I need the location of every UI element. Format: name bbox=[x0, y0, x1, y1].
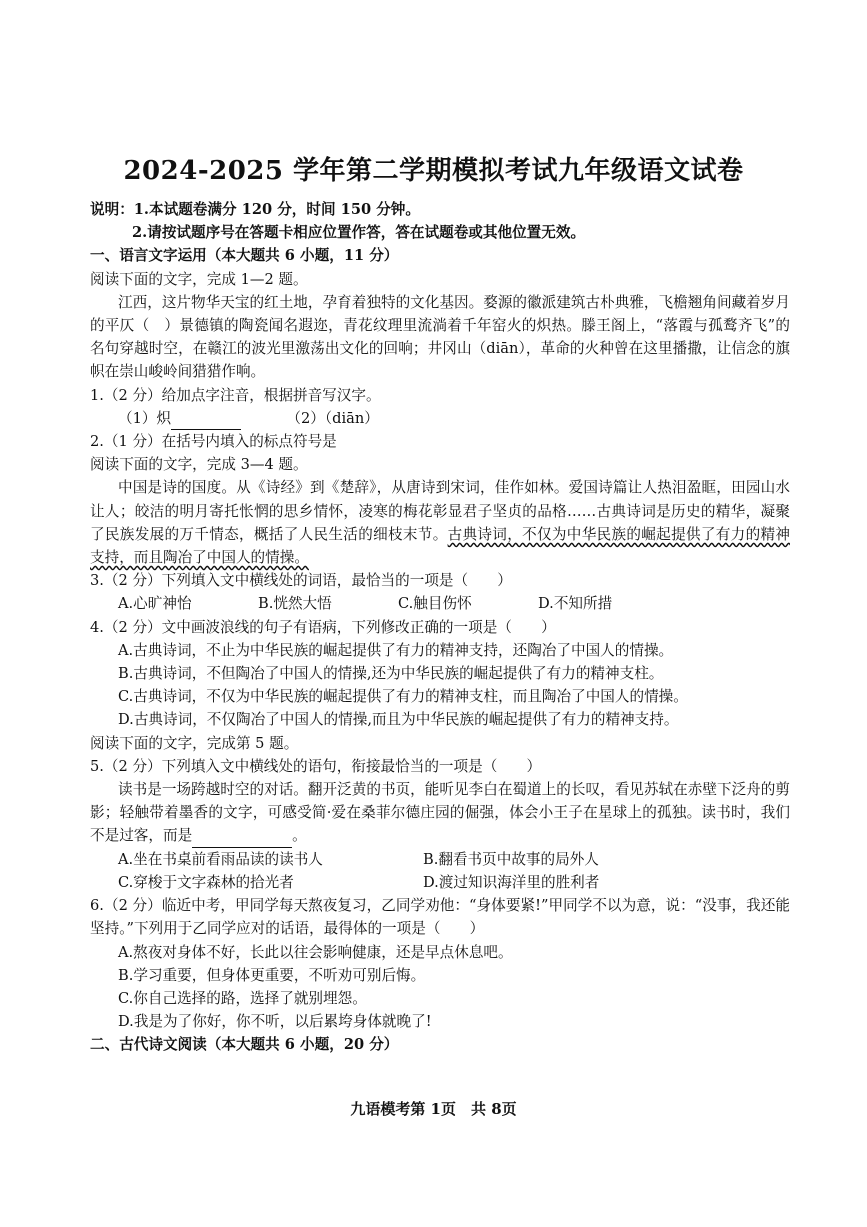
page-footer: 九语模考第 1页 共 8页 bbox=[350, 1100, 517, 1118]
passage-2-text: 中国是诗的国度。从《诗经》到《楚辞》，从唐诗到宋词，佳作如林。爱国诗篇让人热泪盈眶，田园山水让人；皎洁的明月寄托怅惘的思乡情怀，凌寒的梅花彰显君子坚贞的品格……古典诗词是历史的精华，凝聚了民族发展的万千情态，概括了人民生活的细枝末节。 bbox=[90, 479, 790, 543]
section-1-heading: 一、语言文字运用（本大题共 6 小题，11 分） bbox=[90, 247, 399, 265]
question-4-option-a: A.古典诗词，不止为中华民族的崛起提供了有力的精神支持，还陶冶了中国人的情操。 bbox=[118, 641, 674, 659]
option-b: B.恍然大悟 bbox=[258, 595, 332, 613]
reading-instruction-2: 阅读下面的文字，完成 3—4 题。 bbox=[90, 456, 308, 474]
question-4-option-b: B.古典诗词，不但陶冶了中国人的情操,还为中华民族的崛起提供了有力的精神支柱。 bbox=[118, 665, 664, 683]
question-1-items bbox=[90, 407, 790, 430]
question-1: 1.（2 分）给加点字注音，根据拼音写汉字。 bbox=[90, 386, 381, 404]
question-5-options-row-1 bbox=[90, 848, 790, 871]
exam-content bbox=[90, 198, 790, 1057]
instructions-line-2: 2.请按试题序号在答题卡相应位置作答，答在试题卷或其他位置无效。 bbox=[132, 224, 586, 242]
option-a: A.心旷神怡 bbox=[118, 595, 192, 613]
passage-1: 江西，这片物华天宝的红土地，孕育着独特的文化基因。婺源的徽派建筑古朴典雅，飞檐翘角间藏着岁月的平仄（ ）景德镇的陶瓷闻名遐迩，青花纹理里流淌着千年窑火的炽热。滕王阁上，“落霞与孤鹜齐飞”的名句穿越时空，在赣江的波光里激荡出文化的回响；井冈山（diān），革命的火种曾在这里播撒，让信念的旗帜在崇山峻岭间猎猎作响。 bbox=[90, 293, 790, 381]
passage-2-wavy-sentence: 古典诗词，不仅为中华民族的崛起提供了有力的精神支持，而且陶冶了中国人的情操。 bbox=[90, 525, 790, 567]
question-5-options-row-2 bbox=[90, 871, 790, 894]
question-3-options bbox=[90, 592, 790, 615]
option-b: B.翻看书页中故事的局外人 bbox=[423, 850, 599, 868]
question-5: 5.（2 分）下列填入文中横线处的语句，衔接最恰当的一项是（ ） bbox=[90, 757, 542, 775]
question-6-option-c: C.你自己选择的路，选择了就别埋怨。 bbox=[118, 989, 367, 1007]
option-a: A.坐在书桌前看雨品读的读书人 bbox=[118, 850, 323, 868]
passage-3-text: 读书是一场跨越时空的对话。翻开泛黄的书页，能听见李白在蜀道上的长叹，看见苏轼在赤壁下泛舟的剪影；轻触带着墨香的文字，可感受简·爱在桑菲尔德庄园的倔强，体会小王子在星球上的孤独。读书时，我们不是过客，而是 bbox=[90, 781, 790, 845]
passage-3 bbox=[90, 778, 790, 848]
reading-instruction-3: 阅读下面的文字，完成第 5 题。 bbox=[90, 734, 299, 752]
section-2-heading: 二、古代诗文阅读（本大题共 6 小题，20 分） bbox=[90, 1036, 399, 1054]
question-6-option-b: B.学习重要，但身体更重要，不听劝可别后悔。 bbox=[118, 966, 426, 984]
passage-3-end: 。 bbox=[292, 827, 307, 845]
question-6: 6.（2 分）临近中考，甲同学每天熬夜复习，乙同学劝他：“身体要紧!”甲同学不以为意，说：“没事，我还能坚持。”下列用于乙同学应对的话语，最得体的一项是（ ） bbox=[90, 897, 790, 938]
question-3: 3.（2 分）下列填入文中横线处的词语，最恰当的一项是（ ） bbox=[90, 572, 512, 590]
question-6-option-d: D.我是为了你好，你不听，以后累垮身体就晚了! bbox=[118, 1013, 432, 1031]
option-d: D.不知所措 bbox=[538, 595, 613, 613]
question-4-option-d: D.古典诗词，不仅陶冶了中国人的情操,而且为中华民族的崛起提供了有力的精神支持。 bbox=[118, 711, 679, 729]
exam-title: 2024-2025 学年第二学期模拟考试九年级语文试卷 bbox=[123, 156, 744, 186]
passage-2 bbox=[90, 476, 790, 569]
question-4-option-c: C.古典诗词，不仅为中华民族的崛起提供了有力的精神支柱，而且陶冶了中国人的情操。 bbox=[118, 688, 688, 706]
question-2: 2.（1 分）在括号内填入的标点符号是 bbox=[90, 433, 337, 451]
option-d: D.渡过知识海洋里的胜利者 bbox=[423, 873, 600, 891]
question-6-option-a: A.熬夜对身体不好，长此以往会影响健康，还是早点休息吧。 bbox=[118, 943, 513, 961]
option-c: C.触目伤怀 bbox=[398, 595, 472, 613]
question-4: 4.（2 分）文中画波浪线的句子有语病，下列修改正确的一项是（ ） bbox=[90, 618, 556, 636]
question-1-item-1: （1）炽 bbox=[118, 409, 172, 427]
instructions-line-1: 说明：1.本试题卷满分 120 分，时间 150 分钟。 bbox=[90, 201, 420, 218]
option-c: C.穿梭于文字森林的拾光者 bbox=[118, 873, 294, 891]
question-1-item-2: （2）（diān） bbox=[286, 409, 379, 427]
reading-instruction-1: 阅读下面的文字，完成 1—2 题。 bbox=[90, 270, 308, 288]
